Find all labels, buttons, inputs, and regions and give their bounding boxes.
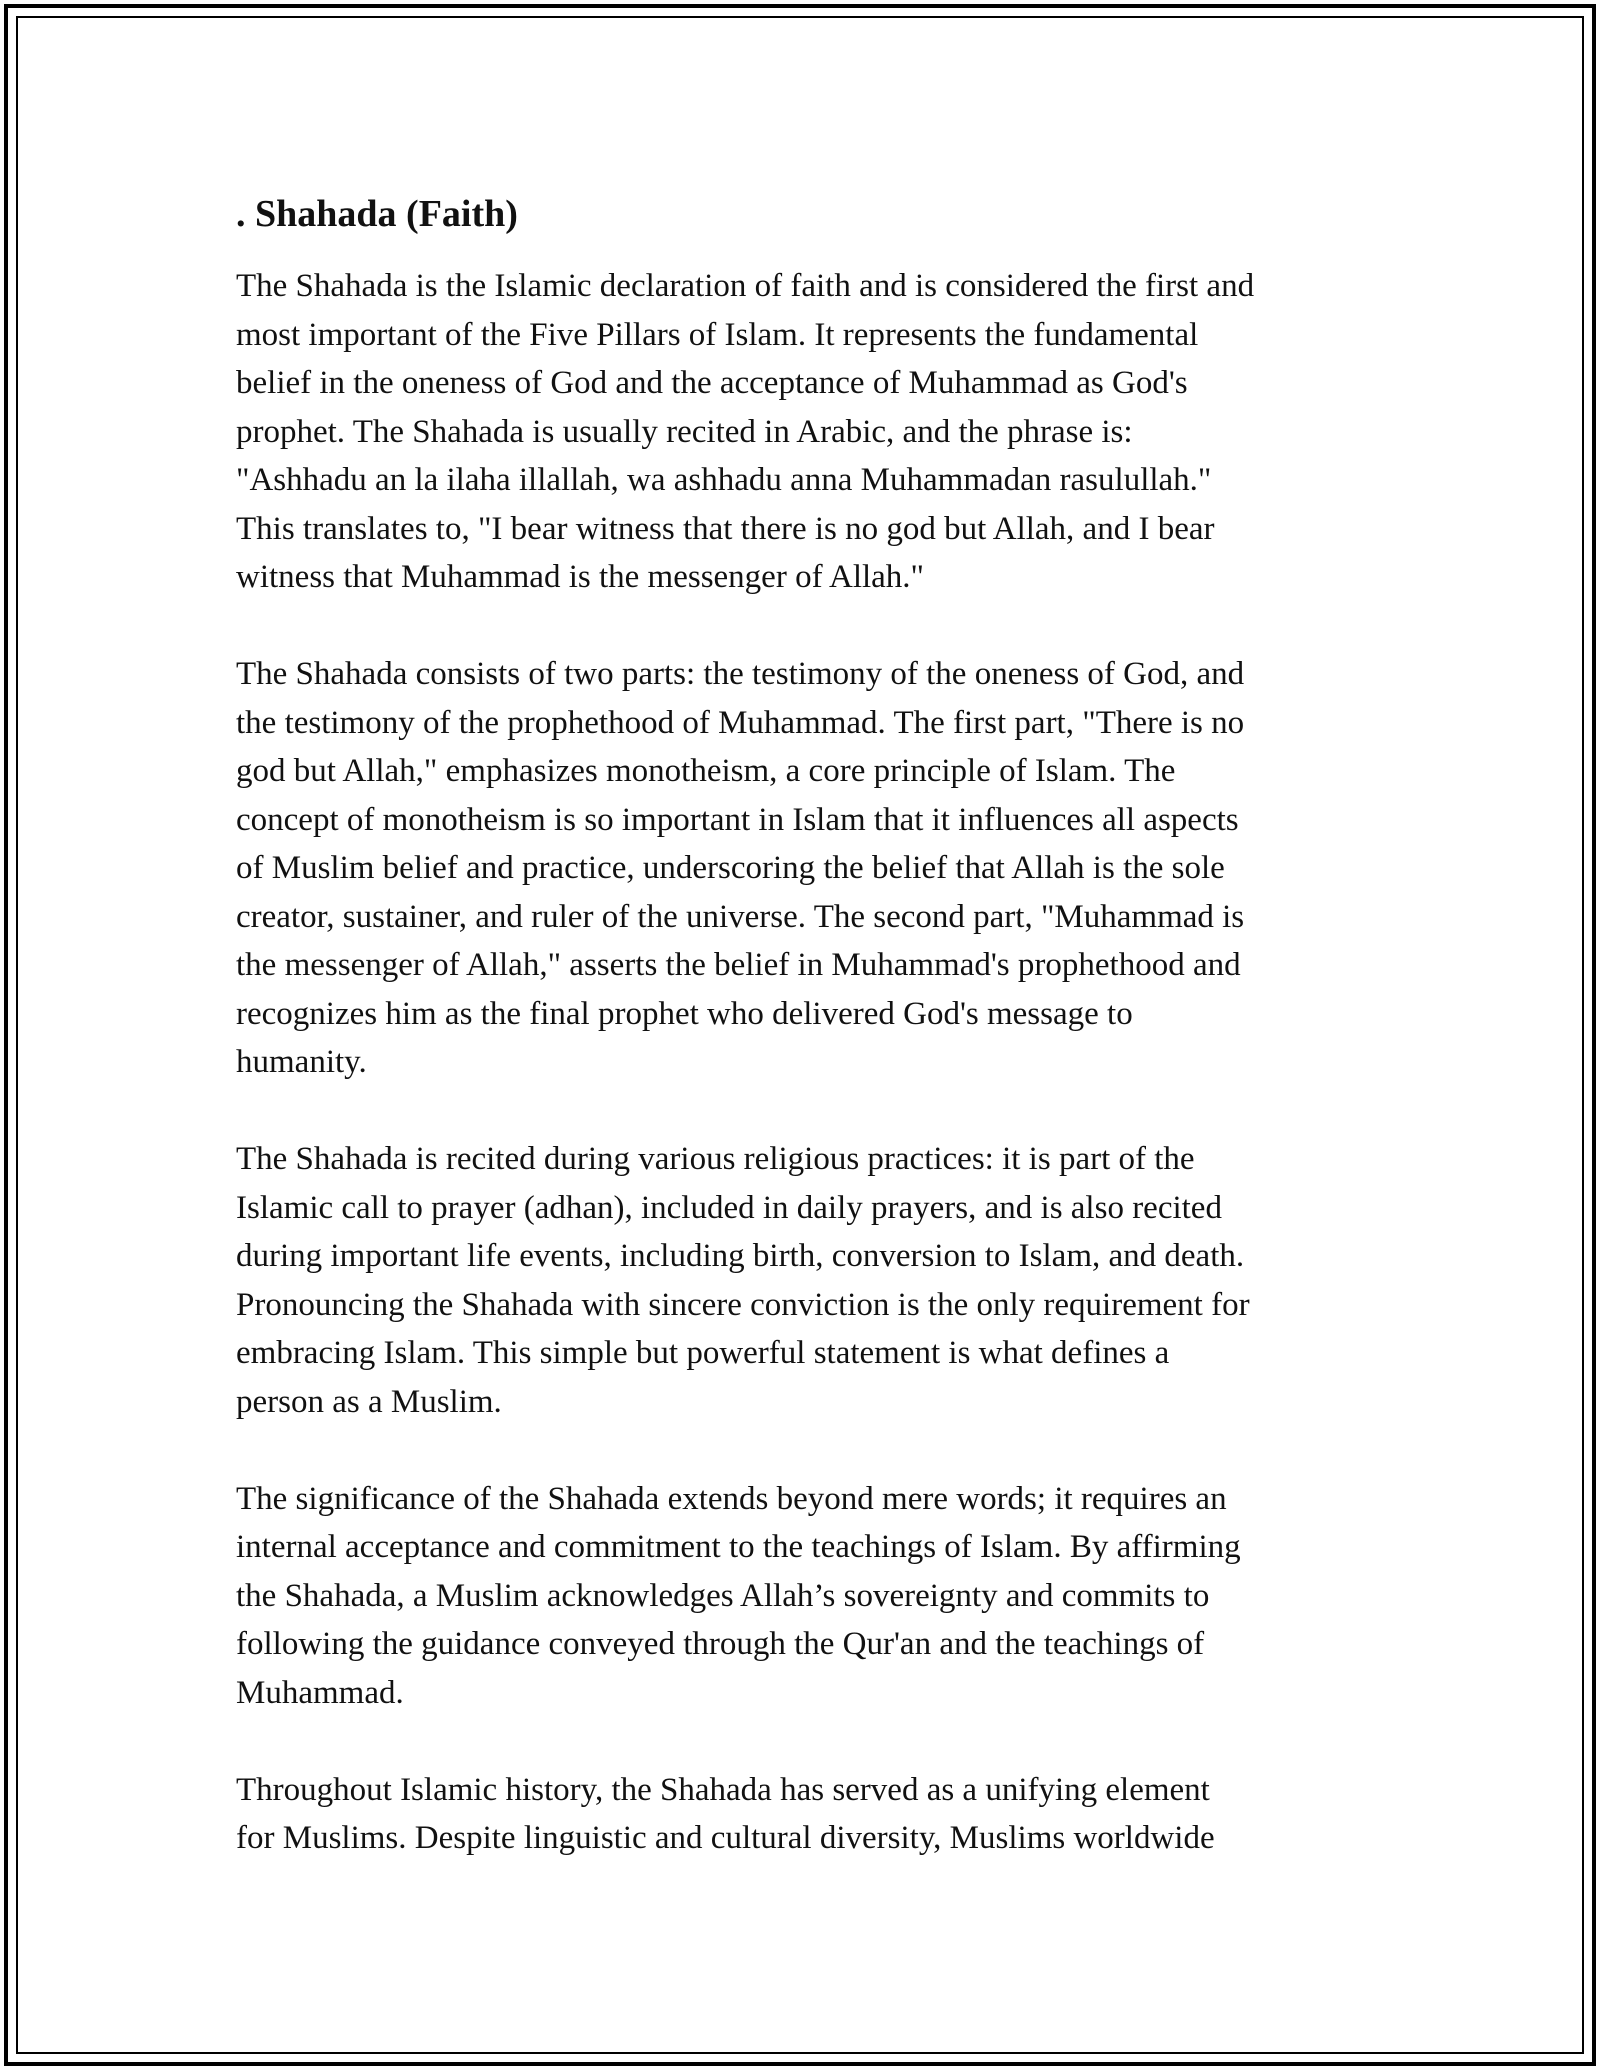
text-line: The Shahada consists of two parts: the testimony of the oneness of God, and [236,656,1245,692]
text-line: during important life events, including birth, conversion to Islam, and death. [236,1238,1245,1274]
text-line: witness that Muhammad is the messenger of Allah." [236,559,925,595]
text-line: Pronouncing the Shahada with sincere conviction is the only requirement for [236,1286,1250,1323]
text-line: "Ashhadu an la ilaha illallah, wa ashhadu anna Muhammadan rasulullah." [236,462,1212,498]
text-line: the testimony of the prophethood of Muhammad. The first part, "There is no [236,704,1245,741]
body-paragraph [236,262,1376,602]
text-line: The Shahada is recited during various religious practices: it is part of the [236,1141,1195,1177]
text-line: Muhammad. [236,1674,404,1711]
text-line: The significance of the Shahada extends beyond mere words; it requires an [236,1480,1227,1517]
text-line: creator, sustainer, and ruler of the universe. The second part, "Muhammad is [236,898,1245,935]
paragraph-container [236,262,1376,1863]
text-line: the Shahada, a Muslim acknowledges Allah’s sovereignty and commits to [236,1577,1210,1614]
text-line: Throughout Islamic history, the Shahada has served as a unifying element [236,1771,1210,1808]
text-line: god but Allah," emphasizes monotheism, a core principle of Islam. The [236,753,1176,789]
text-line: belief in the oneness of God and the acceptance of Muhammad as God's [236,365,1188,401]
text-line: following the guidance conveyed through the Qur'an and the teachings of [236,1626,1205,1662]
text-line: embracing Islam. This simple but powerful statement is what defines a [236,1335,1170,1371]
text-line: This translates to, "I bear witness that there is no god but Allah, and I bear [236,510,1215,547]
text-line: most important of the Five Pillars of Islam. It represents the fundamental [236,316,1199,353]
body-paragraph [236,650,1376,1087]
text-line: humanity. [236,1044,367,1080]
text-line: The Shahada is the Islamic declaration of faith and is considered the first and [236,268,1255,304]
text-line: for Muslims. Despite linguistic and cultural diversity, Muslims worldwide [236,1820,1215,1856]
section-heading: . Shahada (Faith) [236,193,518,235]
text-line: prophet. The Shahada is usually recited in Arabic, and the phrase is: [236,413,1133,450]
text-line: internal acceptance and commitment to the teachings of Islam. By affirming [236,1529,1241,1565]
body-paragraph [236,1766,1376,1863]
text-line: recognizes him as the final prophet who delivered God's message to [236,995,1133,1032]
document-body [236,190,1376,1911]
text-line: Islamic call to prayer (adhan), included in daily prayers, and is also recited [236,1189,1222,1226]
body-paragraph [236,1135,1376,1426]
text-line: person as a Muslim. [236,1383,502,1420]
text-line: of Muslim belief and practice, underscoring the belief that Allah is the sole [236,850,1225,886]
text-line: concept of monotheism is so important in Islam that it influences all aspects [236,801,1239,838]
body-paragraph [236,1475,1376,1718]
text-line: the messenger of Allah," asserts the belief in Muhammad's prophethood and [236,947,1241,983]
